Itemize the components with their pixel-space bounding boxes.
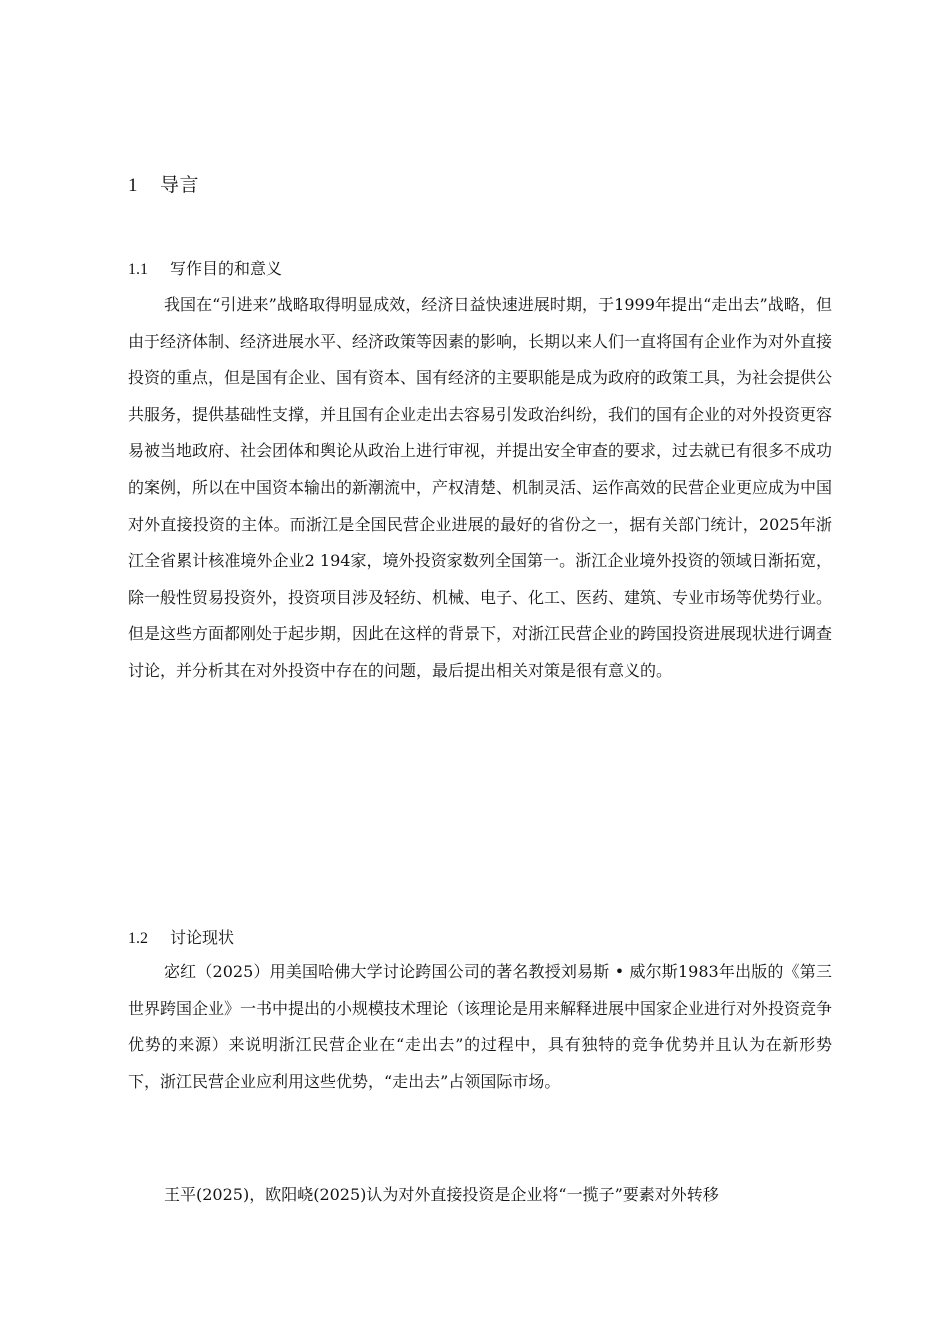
section-title: 导言 bbox=[160, 174, 200, 196]
section-number: 1.1 bbox=[128, 261, 148, 278]
section-title: 讨论现状 bbox=[170, 928, 235, 947]
paragraph-status-1: 宓红（2025）用美国哈佛大学讨论跨国公司的著名教授刘易斯 • 威尔斯1983年出版的《第三世界跨国企业》一书中提出的小规模技术理论（该理论是用来解释进展中国家企业进行对外投资竞争优势的来源）来说明浙江民营企业在“走出去”的过程中，具有独特的竞争优势并且认为在新形势下，浙江民营企业应利用这些优势，“走出去”占领国际市场。 bbox=[128, 962, 833, 1091]
section-heading-1-1 bbox=[128, 256, 282, 279]
section-heading-1 bbox=[128, 170, 199, 197]
paragraph-purpose: 我国在“引进来”战略取得明显成效，经济日益快速进展时期，于1999年提出“走出去”战略，但由于经济体制、经济进展水平、经济政策等因素的影响，长期以来人们一直将国有企业作为对外直接投资的重点，但是国有企业、国有资本、国有经济的主要职能是成为政府的政策工具，为社会提供公共服务，提供基础性支撑，并且国有企业走出去容易引发政治纠纷，我们的国有企业的对外投资更容易被当地政府、社会团体和舆论从政治上进行审视，并提出安全审查的要求，过去就已有很多不成功的案例，所以在中国资本输出的新潮流中，产权清楚、机制灵活、运作高效的民营企业更应成为中国对外直接投资的主体。而浙江是全国民营企业进展的最好的省份之一，据有关部门统计，2025年浙江全省累计核准境外企业2 194家，境外投资家数列全国第一。浙江企业境外投资的领域日渐拓宽，除一般性贸易投资外，投资项目涉及轻纺、机械、电子、化工、医药、建筑、专业市场等优势行业。但是这些方面都刚处于起步期，因此在这样的背景下，对浙江民营企业的跨国投资进展现状进行调查讨论，并分析其在对外投资中存在的问题，最后提出相关对策是很有意义的。 bbox=[128, 295, 833, 680]
paragraph-status-2: 王平(2025)，欧阳峣(2025)认为对外直接投资是企业将“一揽子”要素对外转移 bbox=[164, 1185, 719, 1204]
section-number: 1 bbox=[128, 175, 138, 196]
section-heading-1-2 bbox=[128, 925, 234, 948]
section-number: 1.2 bbox=[128, 930, 148, 947]
section-title: 写作目的和意义 bbox=[170, 259, 283, 278]
